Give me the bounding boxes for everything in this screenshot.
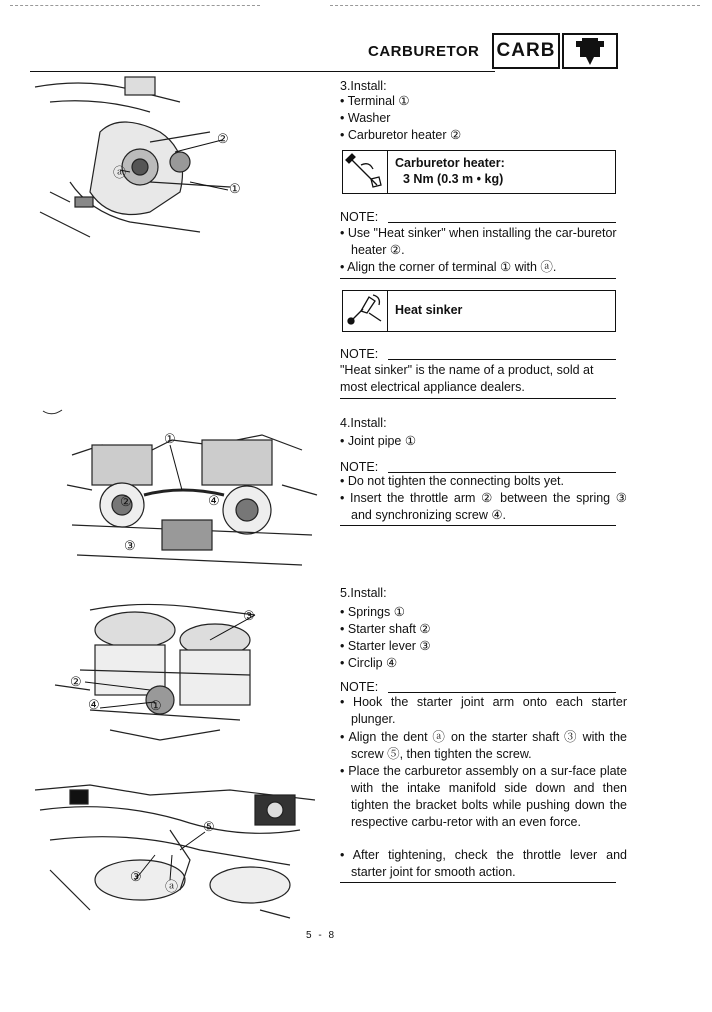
step3-note-text: Align the corner of terminal ① with ⓐ.	[347, 260, 557, 274]
scan-border-top-right	[330, 5, 700, 6]
step5-note: • After tightening, check the throttle lever and starter joint for smooth action.	[340, 848, 627, 879]
fig4-callout-3: ③	[130, 869, 142, 884]
step5-item-text: Circlip ④	[347, 656, 398, 670]
carburetor-icon	[562, 33, 618, 69]
special-tool-icon	[343, 291, 388, 331]
step4-note-text: Insert the throttle arm ② between the spring ③ and synchronizing screw ④.	[350, 491, 627, 522]
step5-item-text: Starter lever ③	[347, 639, 431, 653]
step3-note2-label: NOTE:	[340, 347, 379, 361]
note-end-rule	[340, 525, 616, 526]
fig1-callout-2: ②	[217, 131, 229, 146]
step5-item: • Circlip ④	[340, 656, 398, 670]
step3-item: • Washer	[340, 111, 391, 125]
step3-note-label: NOTE:	[340, 210, 379, 224]
fig3-callout-4: ④	[88, 697, 100, 712]
fig4-callout-a: ⓐ	[165, 879, 179, 894]
note-rule	[388, 359, 616, 360]
step4-note-text: Do not tighten the connecting bolts yet.	[347, 474, 564, 488]
step3-note-text: Use "Heat sinker" when installing the car-buretor heater ②.	[347, 226, 617, 257]
step4-note: • Insert the throttle arm ② between the spring ③ and synchronizing screw ④.	[340, 491, 627, 522]
step5-note-text: After tightening, check the throttle lever and starter joint for smooth action.	[351, 848, 627, 879]
step3-item-text: Carburetor heater ②	[347, 128, 462, 142]
note-end-rule	[340, 278, 616, 279]
page-number: 5 - 8	[306, 930, 337, 941]
torque-label: Carburetor heater:	[395, 156, 505, 170]
note-end-rule	[340, 398, 616, 399]
step5-item: • Springs ①	[340, 605, 405, 619]
figure-1-carburetor-heater	[30, 72, 255, 242]
step4-note: • Do not tighten the connecting bolts yet.	[340, 474, 564, 488]
step3-item-text: Washer	[347, 111, 391, 125]
step4-item: • Joint pipe ①	[340, 434, 417, 448]
step5-item: • Starter lever ③	[340, 639, 431, 653]
step5-item-text: Springs ①	[347, 605, 405, 619]
scan-mark	[42, 404, 64, 412]
step4-heading: 4.Install:	[340, 416, 387, 430]
step5-item-text: Starter shaft ②	[347, 622, 431, 636]
figure-2-joint-pipe	[62, 425, 320, 580]
step5-note-text: Align the dent ⓐ on the starter shaft ③ with the screw ⑤, then tighten the screw.	[348, 730, 627, 761]
step3-item: • Terminal ①	[340, 94, 410, 108]
note-end-rule	[340, 882, 616, 883]
step5-note-text: Hook the starter joint arm onto each starter plunger.	[351, 695, 627, 726]
fig3-callout-2: ②	[70, 674, 82, 689]
figure-4-carburetor-assembly	[30, 770, 322, 920]
figure-3-starter-shaft	[40, 590, 270, 750]
step3-note2-text: "Heat sinker" is the name of a product, sold at most electrical appliance dealers.	[340, 363, 594, 394]
fig2-callout-3: ③	[124, 538, 136, 553]
step5-note: • Place the carburetor assembly on a sur-face plate with the intake manifold side down and then tighten the bracket bolts while pushing down the respective carbu-retor with an even force.	[340, 764, 627, 829]
step4-item-text: Joint pipe ①	[347, 434, 417, 448]
torque-wrench-icon	[343, 151, 388, 193]
fig2-callout-1: ①	[164, 431, 176, 446]
fig2-callout-2: ②	[120, 494, 132, 509]
step5-note: • Hook the starter joint arm onto each starter plunger.	[340, 695, 627, 726]
fig3-callout-1: ①	[150, 698, 162, 713]
section-code-badge: CARB	[492, 33, 560, 69]
special-tool-label: Heat sinker	[395, 303, 463, 317]
step4-note-label: NOTE:	[340, 460, 379, 474]
fig4-callout-5: ⑤	[203, 819, 215, 834]
step3-note: • Align the corner of terminal ① with ⓐ.	[340, 260, 557, 274]
fig3-callout-3: ③	[243, 608, 255, 623]
fig1-callout-1: ①	[229, 181, 241, 196]
step3-note: • Use "Heat sinker" when installing the car-buretor heater ②.	[340, 226, 617, 257]
special-tool-box	[342, 290, 616, 332]
page-title: CARBURETOR	[368, 43, 480, 60]
step5-item: • Starter shaft ②	[340, 622, 431, 636]
step3-heading: 3.Install:	[340, 79, 387, 93]
step5-note: • Align the dent ⓐ on the starter shaft ③ with the screw ⑤, then tighten the screw.	[340, 730, 627, 761]
note-rule	[388, 692, 616, 693]
step3-item-text: Terminal ①	[347, 94, 410, 108]
torque-value: 3 Nm (0.3 m • kg)	[403, 172, 504, 186]
fig2-callout-4: ④	[208, 493, 220, 508]
fig1-callout-a: ⓐ	[113, 165, 127, 180]
scan-border-top	[10, 5, 260, 6]
note-rule	[388, 222, 616, 223]
torque-spec-box	[342, 150, 616, 194]
step5-heading: 5.Install:	[340, 586, 387, 600]
step3-item: • Carburetor heater ②	[340, 128, 462, 142]
step5-note-label: NOTE:	[340, 680, 379, 694]
step5-note-text: Place the carburetor assembly on a sur-face plate with the intake manifold side down and then tighten the bracket bolts while pushing down the respective carbu-retor with an even force.	[348, 764, 627, 829]
